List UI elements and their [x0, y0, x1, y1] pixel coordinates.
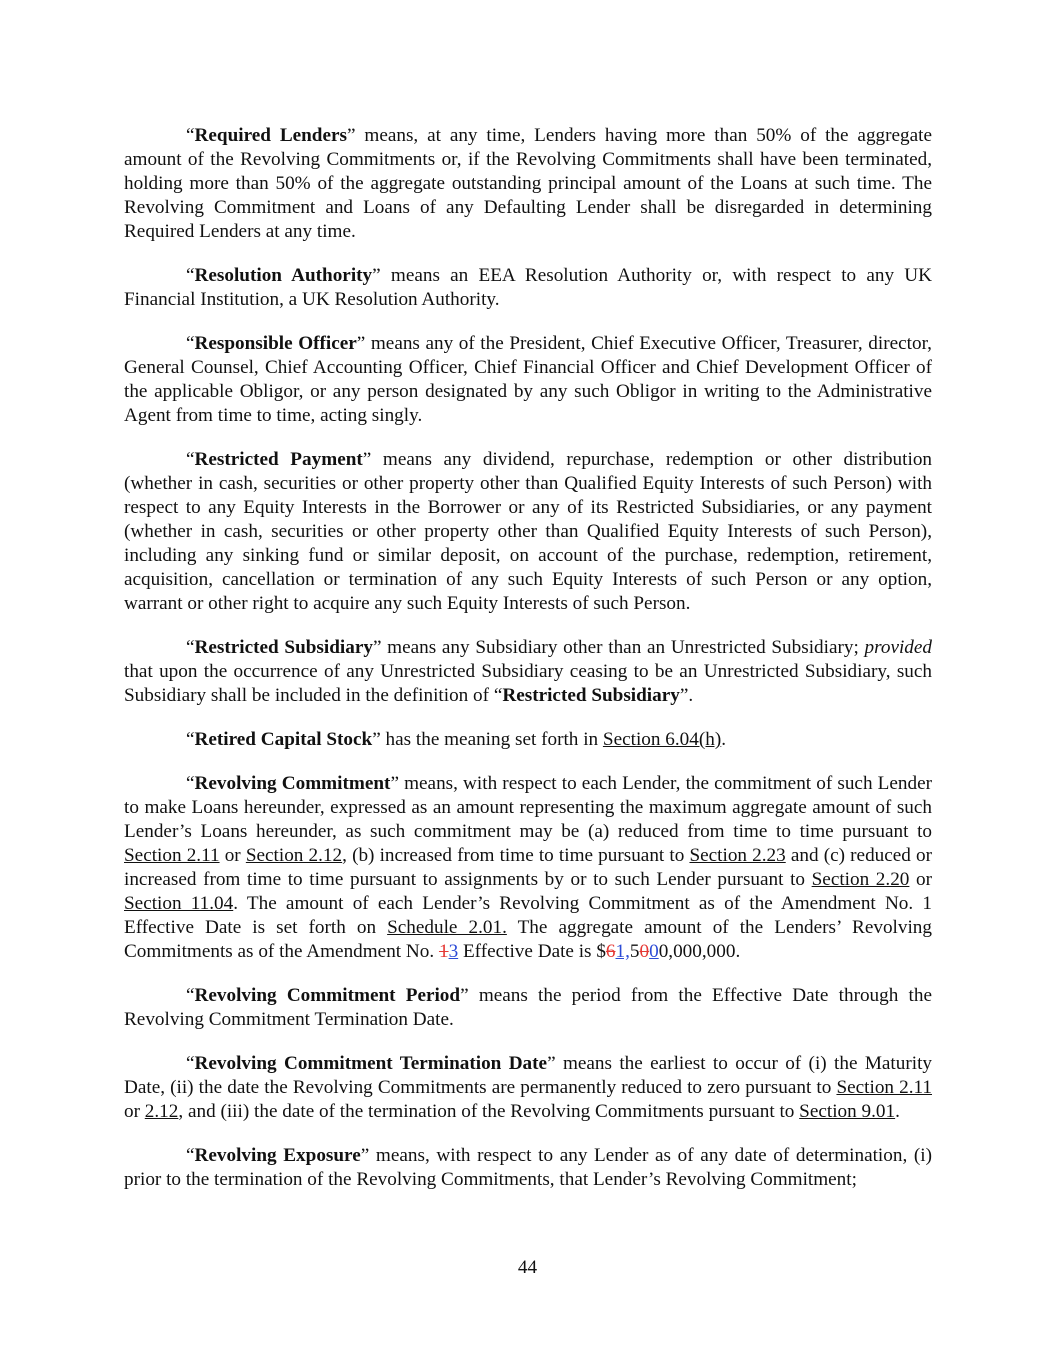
section-reference[interactable]: Section 2.23 — [689, 845, 786, 866]
section-reference[interactable]: Section 6.04(h) — [602, 729, 722, 750]
section-reference[interactable]: Section 11.04 — [124, 893, 234, 914]
definition-text: . The amount of each Lender’s Revolving Commitment as of the Amendment No. 1 Effective Date is set forth on — [124, 893, 933, 938]
definition-text: 0,000,000. — [658, 941, 741, 962]
defined-term: Required Lenders — [194, 125, 347, 146]
section-reference[interactable]: Section 2.11 — [124, 845, 220, 866]
definition-revolving-exposure — [124, 1144, 932, 1192]
open-quote: “ — [186, 773, 195, 794]
inserted-text: 3 — [448, 941, 459, 962]
definition-text: means any of the President, Chief Executive Officer, Treasurer, director, General Counsel, Chief Accounting Officer, Chief Financial Officer and Chief Development Officer of the applicable Obligor, or any person designated by any such Obligor in writing to the Administrative Agent from time to time, acting singly. — [124, 333, 932, 426]
definition-text: or — [909, 869, 932, 890]
provided-keyword: provided — [864, 637, 932, 658]
close-quote: ” — [362, 449, 372, 470]
defined-term: Responsible Officer — [194, 333, 357, 354]
defined-term: Revolving Commitment Termination Date — [194, 1053, 548, 1074]
definition-text: , and (iii) the date of the termination of the Revolving Commitments pursuant to — [178, 1101, 800, 1122]
defined-term: Restricted Subsidiary — [194, 637, 373, 658]
definition-text: . — [895, 1101, 900, 1122]
inserted-text: 0 — [649, 941, 659, 962]
defined-term: Revolving Exposure — [194, 1145, 361, 1166]
definition-text: means the period from the Effective Date through the Revolving Commitment Termination Date. — [124, 985, 932, 1030]
section-reference[interactable]: Section 2.20 — [811, 869, 910, 890]
definition-resolution-authority — [124, 264, 932, 312]
open-quote: “ — [186, 985, 195, 1006]
deleted-text: 6 — [605, 941, 616, 962]
section-reference[interactable]: Section 9.01 — [799, 1101, 896, 1122]
close-quote: ” — [360, 1145, 370, 1166]
defined-term: Resolution Authority — [194, 265, 373, 286]
definition-text: means, with respect to each Lender, the commitment of such Lender to make Loans hereunder, expressed as an amount representing the maximum aggregate amount of such Lender’s Loans hereunder, as such commitment may be (a) reduced from time to time pursuant to — [124, 773, 932, 842]
open-quote: “ — [186, 1053, 195, 1074]
definition-text: has the meaning set forth in — [380, 729, 603, 750]
open-quote: “ — [186, 637, 195, 658]
definition-text: or — [124, 1101, 145, 1122]
section-reference[interactable]: Section 2.12 — [245, 845, 343, 866]
open-quote: “ — [186, 265, 195, 286]
definition-retired-capital-stock — [124, 728, 932, 752]
definition-text: means an EEA Resolution Authority or, with respect to any UK Financial Institution, a UK Resolution Authority. — [124, 265, 933, 310]
open-quote: “ — [186, 1145, 195, 1166]
definition-text: and (c) reduced or increased from time to time pursuant to assignments by or to such Lender pursuant to — [124, 845, 933, 890]
definition-text: means, at any time, Lenders having more than 50% of the aggregate amount of the Revolving Commitments or, if the Revolving Commitments shall have been terminated, holding more than 50% of the aggregate outstanding principal amount of the Loans at such time. The Revolving Commitment and Loans of any Defaulting Lender shall be disregarded in determining Required Lenders at any time. — [124, 125, 932, 242]
close-quote: ” — [547, 1053, 556, 1074]
page-number: 44 — [517, 1257, 538, 1278]
definition-responsible-officer — [124, 332, 932, 428]
open-quote: “ — [186, 449, 195, 470]
definition-restricted-subsidiary — [124, 636, 932, 708]
definition-revolving-commitment — [124, 772, 932, 964]
definition-text: 5 — [629, 941, 640, 962]
defined-term-reference: Restricted Subsidiary — [502, 685, 680, 706]
definition-text: means the earliest to occur of (i) the Maturity Date, (ii) the date the Revolving Commitments are permanently reduced to zero pursuant to — [124, 1053, 932, 1098]
defined-term: Revolving Commitment Period — [194, 985, 461, 1006]
deleted-text: 1 — [438, 941, 449, 962]
definition-text: means, with respect to any Lender as of any date of determination, (i) prior to the termination of the Revolving Commitments, that Lender’s Revolving Commitment; — [124, 1145, 933, 1190]
definition-text: that upon the occurrence of any Unrestricted Subsidiary ceasing to be an Unrestricted Subsidiary, such Subsidiary shall be included in the definition of “ — [124, 661, 932, 706]
inserted-text: 1, — [615, 941, 630, 962]
open-quote: “ — [186, 729, 195, 750]
close-quote: ” — [372, 729, 381, 750]
defined-term: Revolving Commitment — [194, 773, 391, 794]
defined-term: Retired Capital Stock — [194, 729, 373, 750]
definition-required-lenders — [124, 124, 932, 244]
definition-text: ”. — [679, 685, 694, 706]
section-reference[interactable]: 2.12 — [144, 1101, 179, 1122]
definition-revolving-commitment-period — [124, 984, 932, 1032]
definition-revolving-commitment-termination-date — [124, 1052, 932, 1124]
defined-term: Restricted Payment — [194, 449, 363, 470]
definition-text: means any Subsidiary other than an Unrestricted Subsidiary; — [381, 637, 865, 658]
close-quote: ” — [460, 985, 469, 1006]
close-quote: ” — [372, 265, 381, 286]
schedule-reference[interactable]: Schedule 2.01. — [387, 917, 507, 938]
deleted-text: 0 — [639, 941, 650, 962]
close-quote: ” — [390, 773, 399, 794]
definition-text: means any dividend, repurchase, redemption or other distribution (whether in cash, securities or other property other than Qualified Equity Interests of such Person) with respect to any Equity Interests in the Borrower or any of its Restricted Subsidiaries, or any payment (whether in cash, securities or other property other than Qualified Equity Interests of such Person), including any sinking fund or similar deposit, on account of the purchase, redemption, retirement, acquisition, cancellation or termination of any such Equity Interests of such Person or any option, warrant or other right to acquire any such Equity Interests of such Person. — [124, 449, 933, 614]
open-quote: “ — [186, 125, 195, 146]
document-page — [124, 124, 932, 1212]
definition-text: The aggregate amount of the Lenders’ Revolving Commitments as of the Amendment No. — [124, 917, 932, 962]
definition-text: , (b) increased from time to time pursuant to — [342, 845, 690, 866]
definition-text: . — [721, 729, 727, 750]
close-quote: ” — [372, 637, 382, 658]
section-reference[interactable]: Section 2.11 — [836, 1077, 932, 1098]
definition-restricted-payment — [124, 448, 932, 616]
close-quote: ” — [356, 333, 366, 354]
close-quote: ” — [346, 125, 356, 146]
open-quote: “ — [186, 333, 195, 354]
definition-text: Effective Date is $ — [458, 941, 606, 962]
definition-text: or — [219, 845, 246, 866]
